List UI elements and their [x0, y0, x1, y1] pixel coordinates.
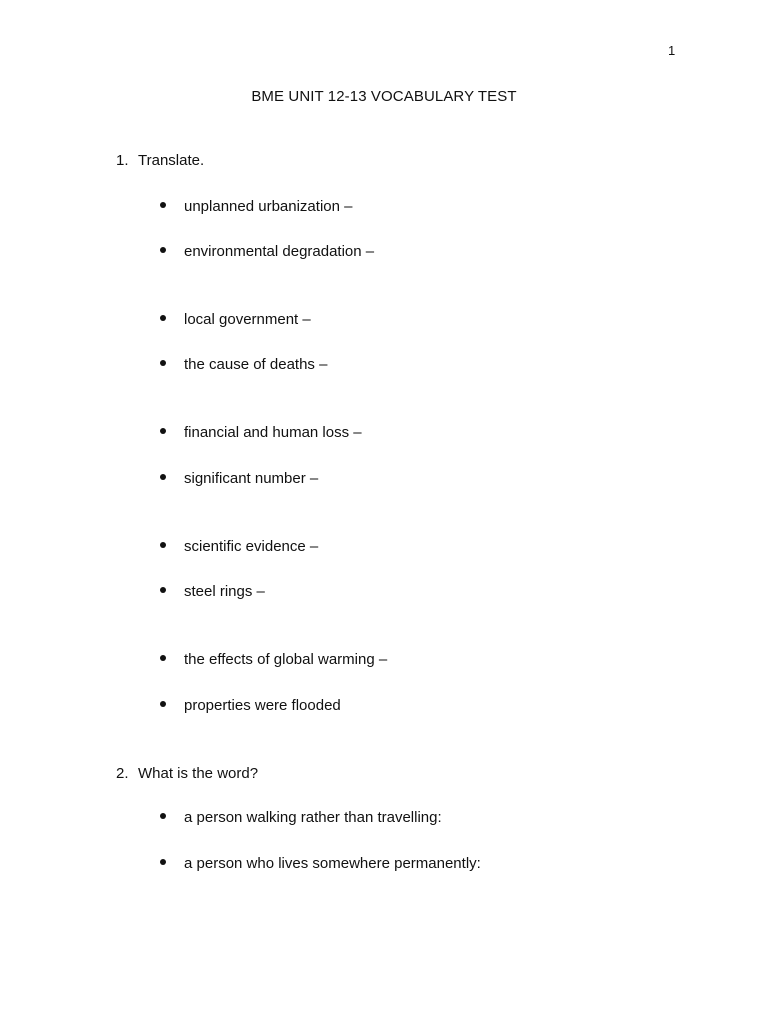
bullet-icon: [160, 813, 166, 819]
list-item: [160, 697, 341, 714]
list-item-text: significant number –: [184, 470, 319, 487]
question-number: 1.: [116, 152, 129, 169]
list-item-text: financial and human loss –: [184, 424, 362, 441]
list-item: [160, 424, 362, 441]
question-text: What is the word?: [138, 765, 259, 782]
list-item-text: steel rings –: [184, 583, 265, 600]
bullet-icon: [160, 542, 166, 548]
bullet-icon: [160, 859, 166, 865]
list-item: [160, 651, 387, 668]
list-item-text: a person who lives somewhere permanently:: [184, 855, 481, 872]
bullet-icon: [160, 360, 166, 366]
list-item: [160, 311, 311, 328]
list-item-text: local government –: [184, 311, 311, 328]
list-item: [160, 855, 481, 872]
bullet-icon: [160, 428, 166, 434]
bullet-icon: [160, 701, 166, 707]
bullet-icon: [160, 247, 166, 253]
list-item: [160, 356, 327, 373]
question-text: Translate.: [138, 152, 205, 169]
list-item: [160, 809, 442, 826]
question-number: 2.: [116, 765, 129, 782]
list-item-text: environmental degradation –: [184, 243, 375, 260]
list-item: [160, 470, 318, 487]
list-item: [160, 198, 352, 215]
list-item-text: unplanned urbanization –: [184, 198, 353, 215]
list-item-text: the effects of global warming –: [184, 651, 388, 668]
question-1-heading: [116, 152, 204, 169]
bullet-icon: [160, 315, 166, 321]
bullet-icon: [160, 474, 166, 480]
list-item: [160, 243, 374, 260]
list-item-text: scientific evidence –: [184, 538, 319, 555]
list-item-text: a person walking rather than travelling:: [184, 809, 442, 826]
list-item-text: properties were flooded: [184, 697, 341, 714]
bullet-icon: [160, 202, 166, 208]
bullet-icon: [160, 655, 166, 661]
page-number: 1: [668, 43, 676, 58]
document-title: BME UNIT 12-13 VOCABULARY TEST: [251, 88, 517, 105]
question-2-heading: [116, 765, 258, 782]
bullet-icon: [160, 587, 166, 593]
list-item-text: the cause of deaths –: [184, 356, 328, 373]
list-item: [160, 538, 318, 555]
list-item: [160, 583, 265, 600]
